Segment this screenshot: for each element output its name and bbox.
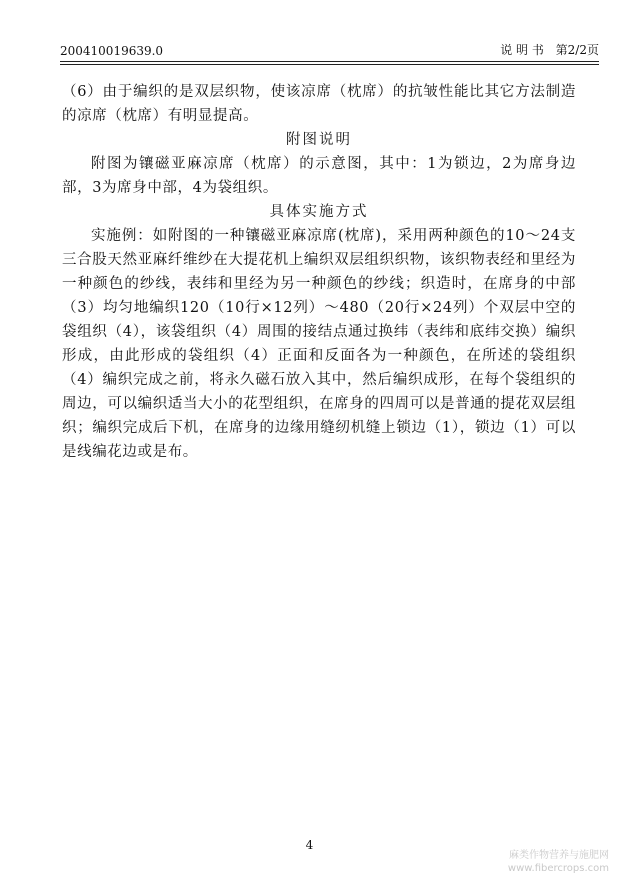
figure-section-title: 附图说明 xyxy=(286,132,352,148)
paragraph-6: （6）由于编织的是双层织物，使该凉席（枕席）的抗皱性能比其它方法制造的凉席（枕席）有明显提高。 xyxy=(62,84,576,124)
header-right xyxy=(492,41,599,58)
header-rule-bottom xyxy=(60,64,599,65)
figure-description: 附图为镶磁亚麻凉席（枕席）的示意图，其中：1为锁边，2为席身边部，3为席身中部，4为袋组织。 xyxy=(62,156,576,196)
header-rule-top xyxy=(60,61,599,62)
watermark xyxy=(508,849,609,875)
document-number: 200410019639.0 xyxy=(60,44,164,58)
page-header xyxy=(60,38,599,58)
page-number: 4 xyxy=(305,838,314,852)
page-label: 第2/2页 xyxy=(555,43,599,57)
watermark-line-2: www.fibercrops.com xyxy=(507,863,609,874)
implementation-section-title: 具体实施方式 xyxy=(269,204,369,220)
body-text xyxy=(62,80,576,464)
implementation-description: 实施例：如附图的一种镶磁亚麻凉席(枕席)，采用两种颜色的10～24支三合股天然亚麻纤维纱在大提花机上编织双层组织织物，该织物表经和里经为一种颜色的纱线，表纬和里经为另一种颜色的纱线；织造时，在席身的中部（3）均匀地编织120（10行×12列）～480（20行×24列）个双层中空的袋组织（4），该袋组织（4）周围的接结点通过换纬（表纬和底纬交换）编织形成，由此形成的袋组织（4）正面和反面各为一种颜色，在所述的袋组织（4）编织完成之前，将永久磁石放入其中，然后编织成形，在每个袋组织的周边，可以编织适当大小的花型组织，在席身的四周可以是普通的提花双层组织；编织完成后下机，在席身的边缘用缝纫机缝上锁边（1），锁边（1）可以是线编花边或是布。 xyxy=(62,228,576,460)
section-label: 说 明 书 xyxy=(500,43,544,57)
watermark-line-1: 麻类作物营养与施肥网 xyxy=(509,850,609,861)
